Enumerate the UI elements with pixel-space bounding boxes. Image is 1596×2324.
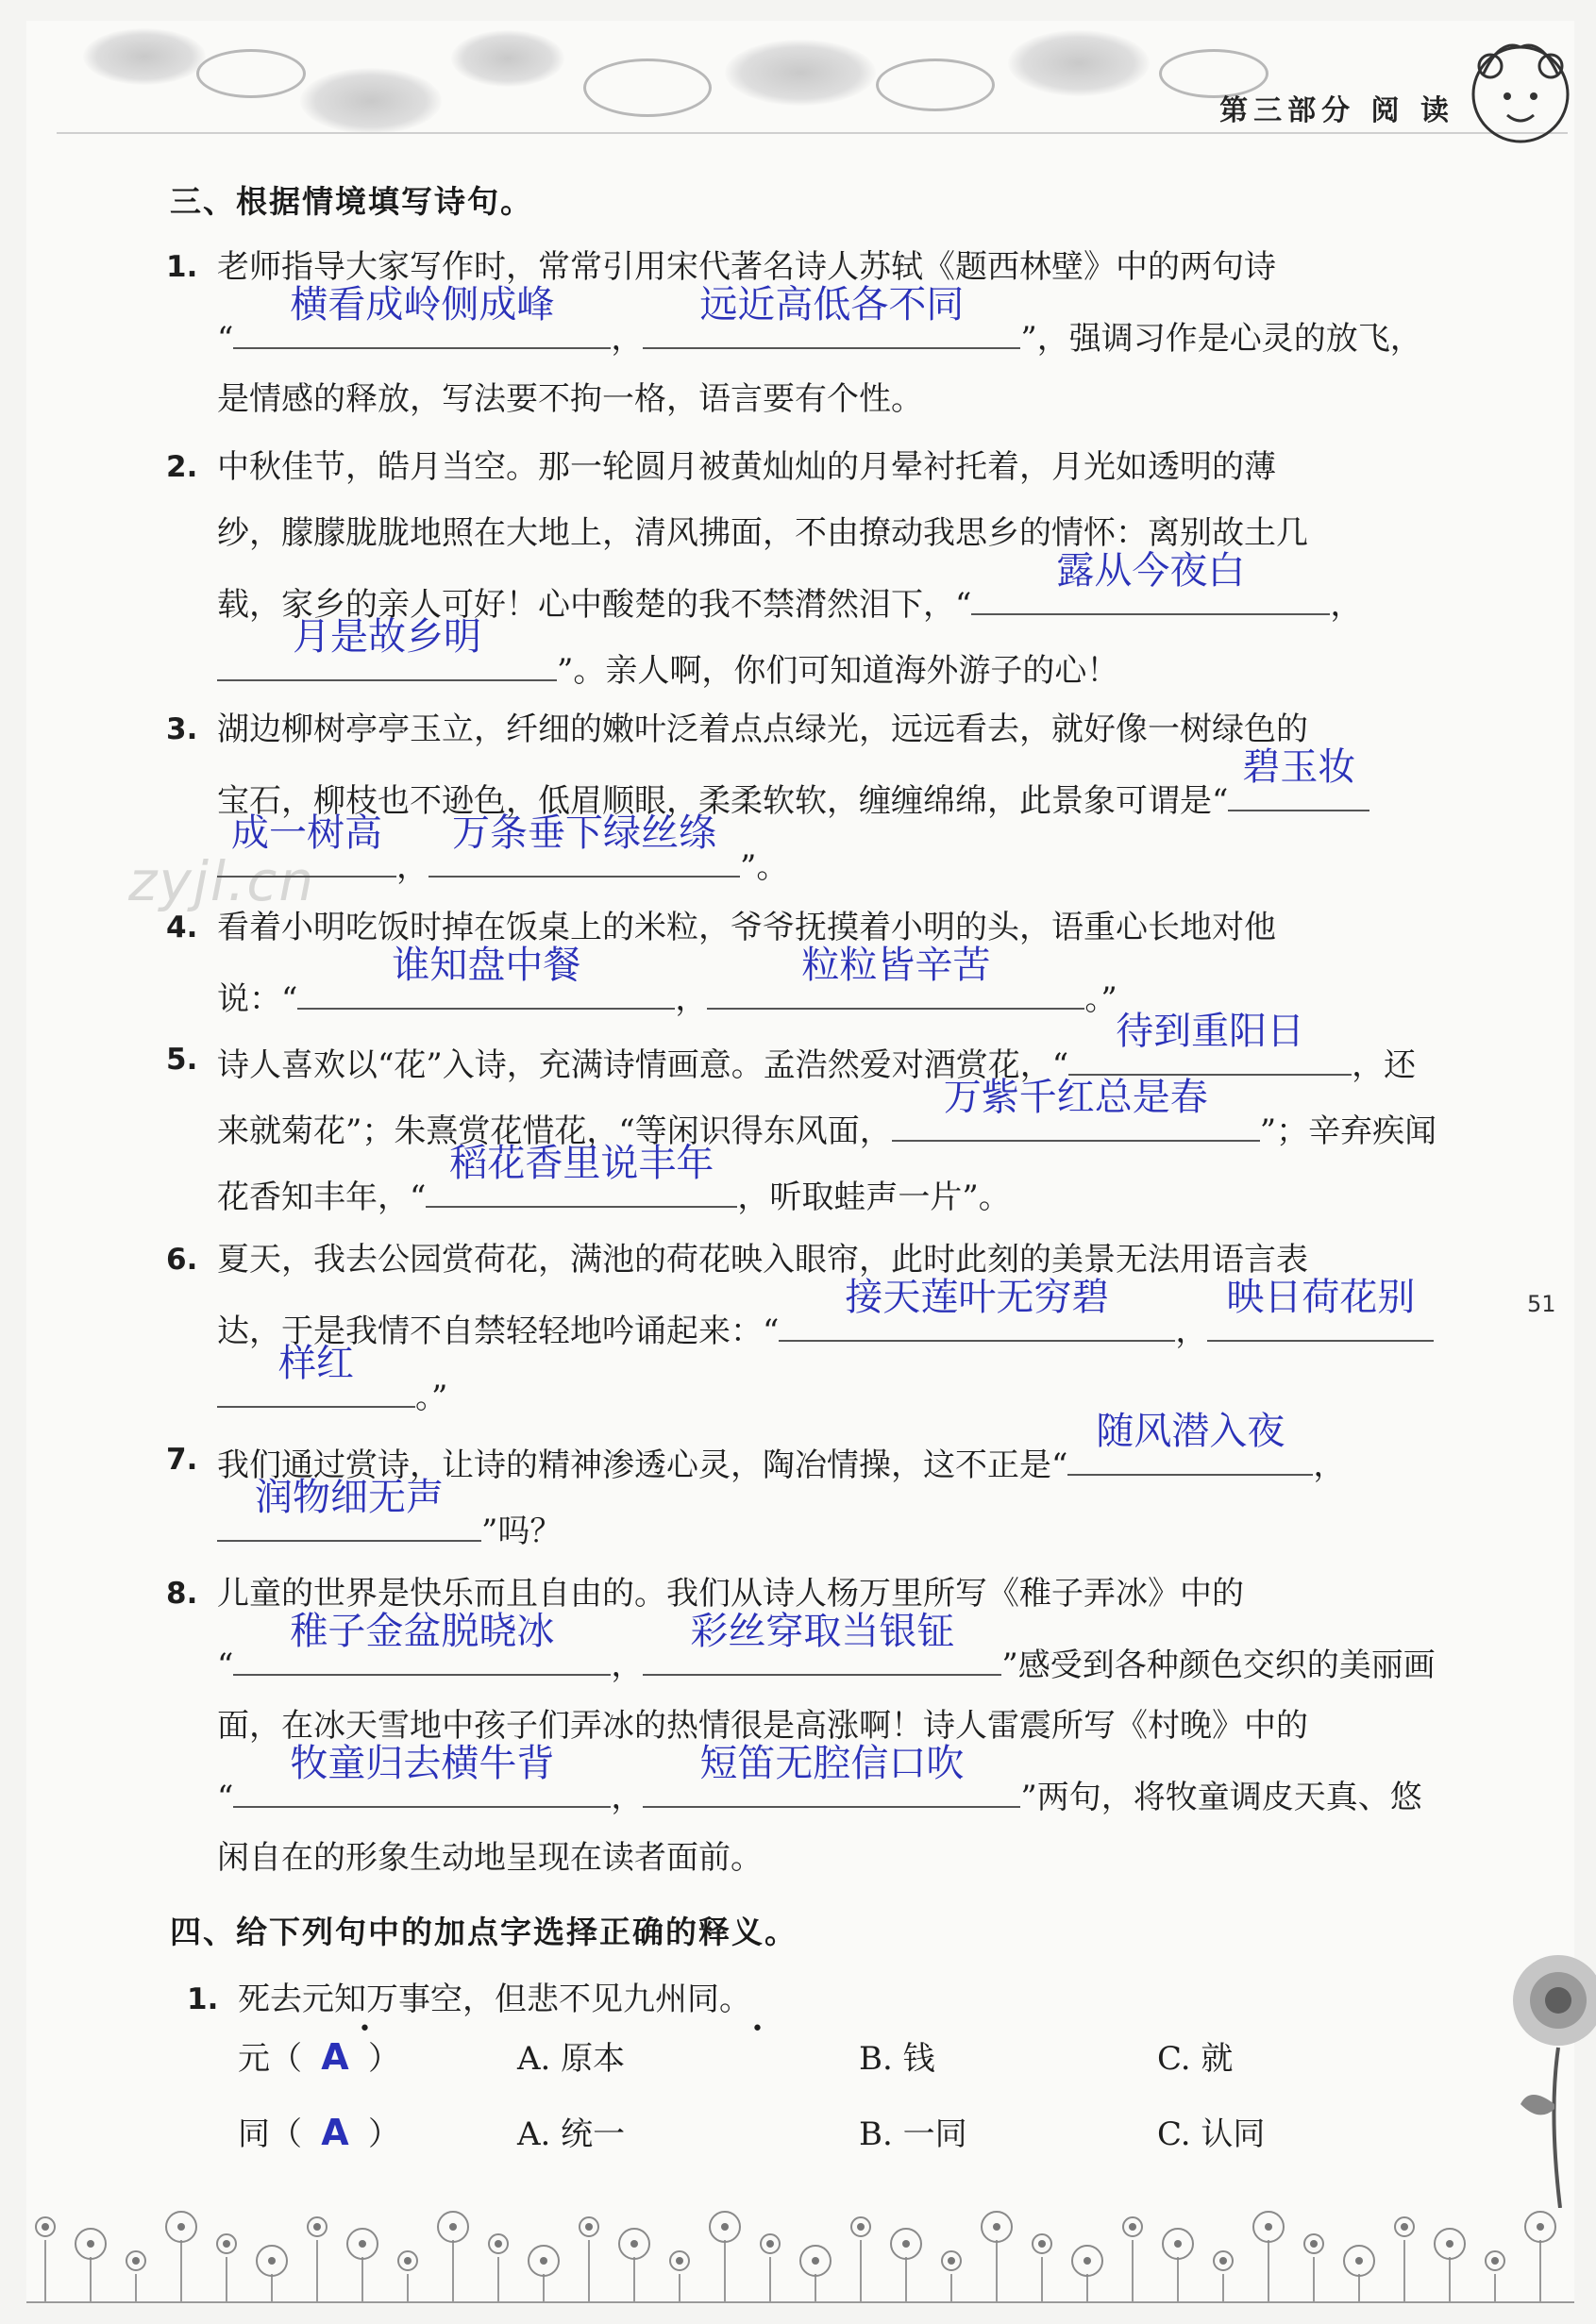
cloud-decoration (300, 68, 442, 134)
answer-blank[interactable] (217, 1342, 415, 1408)
item-line (217, 615, 1119, 704)
flower-center (948, 2257, 955, 2265)
handwritten-answer: 映日荷花别 (1226, 1276, 1416, 1319)
line-text-segment: 来就菊花”；朱熹赏花惜花，“等闲识得东风面， (217, 1112, 892, 1150)
item-line (217, 811, 789, 900)
item-number: 6. (166, 1243, 198, 1277)
flower-decoration-icon (1492, 1944, 1596, 2208)
handwritten-answer: 粒粒皆辛苦 (801, 944, 991, 987)
answer-blank[interactable] (971, 549, 1330, 615)
line-text: 闲自在的形象生动地呈现在读者面前。 (217, 1839, 763, 1877)
handwritten-answer: 润物细无声 (255, 1476, 444, 1519)
option-b: B. 钱 (859, 2040, 935, 2078)
handwritten-answer: 待到重阳日 (1116, 1010, 1305, 1053)
cloud-decoration (583, 59, 712, 117)
line-text: 夏天，我去公园赏荷花，满池的荷花映入眼帘，此时此刻的美景无法用语言表 (217, 1241, 1308, 1279)
section3-title: 三、根据情境填写诗句。 (170, 183, 533, 220)
line-text-segment: “ (217, 1647, 234, 1684)
paren-open: （ (270, 2115, 302, 2153)
flower-center (676, 2257, 683, 2265)
item-line (217, 1342, 448, 1430)
choice-row (238, 2032, 400, 2079)
item-number: 7. (166, 1443, 198, 1477)
page-number: 51 (1527, 1291, 1556, 1317)
handwritten-answer: 稻花香里说丰年 (449, 1142, 714, 1185)
line-text-segment: ， (611, 320, 644, 358)
line-text-segment: “ (217, 320, 234, 358)
answer-blank[interactable] (297, 944, 675, 1010)
handwritten-answer: 横看成岭侧成峰 (290, 283, 555, 326)
handwritten-answer: 稚子金盆脱晓冰 (290, 1610, 555, 1653)
handwritten-answer: 牧童归去横牛背 (290, 1742, 555, 1785)
answer-blank[interactable] (428, 811, 740, 878)
flower-center (902, 2240, 910, 2248)
answer-blank[interactable] (217, 811, 396, 878)
flower-center (359, 2240, 366, 2248)
mascot-face-icon (1462, 28, 1575, 151)
answer-blank[interactable] (233, 1742, 611, 1808)
line-text: 纱，朦朦胧胧地照在大地上，清风拂面，不由撩动我思乡的情怀：离别故土几 (217, 514, 1308, 552)
item-line (217, 1076, 1437, 1164)
item-line (217, 1742, 1422, 1831)
answer-blank[interactable] (779, 1276, 1175, 1342)
line-text-segment: ”感受到各种颜色交织的美丽画 (1001, 1647, 1436, 1684)
watermark: zyjl.cn (128, 849, 316, 913)
item-number: 2. (166, 450, 198, 484)
flower-center (585, 2223, 593, 2231)
handwritten-answer: 谁知盘中餐 (392, 944, 581, 987)
flower-center (313, 2223, 321, 2231)
selected-answer[interactable]: A (321, 2112, 349, 2153)
handwritten-answer: 露从今夜白 (1056, 549, 1246, 593)
line-text-segment: ”吗？ (481, 1513, 563, 1550)
footer-flower-border (26, 2170, 1574, 2312)
line-text-segment: ”，强调习作是心灵的放飞， (1020, 320, 1422, 358)
answer-blank[interactable] (1067, 1410, 1313, 1476)
header-title: 第三部分 阅 读 (1219, 94, 1454, 127)
item-line (217, 944, 1117, 1032)
line-text-segment: ”。亲人啊，你们可知道海外游子的心！ (557, 652, 1119, 690)
header-divider (57, 132, 1568, 134)
item-line (217, 1142, 1011, 1230)
flower-center (812, 2257, 819, 2265)
cloud-decoration (876, 59, 995, 111)
item-line (217, 1476, 563, 1564)
flower-center (404, 2257, 412, 2265)
paren-close: ） (368, 2115, 400, 2153)
handwritten-answer: 远近高低各不同 (699, 283, 965, 326)
line-text-segment: 载，家乡的亲人可好！心中酸楚的我不禁潸然泪下，“ (217, 586, 972, 624)
flower-center (1355, 2257, 1363, 2265)
line-text-segment: ， (611, 1647, 644, 1684)
flower-center (268, 2257, 276, 2265)
handwritten-answer: 样红 (278, 1342, 354, 1385)
line-text: 老师指导大家写作时，常常引用宋代著名诗人苏轼《题西林壁》中的两句诗 (217, 248, 1276, 286)
answer-blank[interactable] (892, 1076, 1260, 1142)
option-c: C. 就 (1157, 2040, 1234, 2078)
flower-center (1310, 2240, 1318, 2248)
handwritten-answer: 短笛无腔信口吹 (699, 1742, 965, 1785)
flower-center (1446, 2240, 1453, 2248)
item-number: 4. (166, 911, 198, 945)
handwritten-answer: 随风潜入夜 (1096, 1410, 1285, 1453)
line-text-segment: 花香知丰年，“ (217, 1179, 427, 1216)
flower-center (1129, 2223, 1136, 2231)
item-line (217, 1825, 763, 1891)
line-text-segment: ， (675, 980, 708, 1018)
item-line (217, 1610, 1436, 1698)
flower-center (1084, 2257, 1091, 2265)
line-text-segment: ”；辛弃疾闻 (1259, 1112, 1437, 1150)
answer-blank[interactable] (1228, 745, 1369, 811)
target-character: 元 (238, 2040, 270, 2078)
line-text-segment: ”。 (740, 848, 789, 886)
line-text-segment: 我们通过赏诗，让诗的精神渗透心灵，陶冶情操，这不正是“ (217, 1446, 1068, 1484)
answer-blank[interactable] (707, 944, 1084, 1010)
handwritten-answer: 万紫千红总是春 (943, 1076, 1208, 1119)
line-text: 看着小明吃饭时掉在饭桌上的米粒，爷爷抚摸着小明的头，语重心长地对他 (217, 909, 1276, 946)
cloud-decoration (83, 28, 206, 85)
answer-blank[interactable] (217, 1476, 481, 1542)
handwritten-answer: 碧玉妆 (1242, 745, 1356, 789)
item-number: 8. (166, 1577, 198, 1611)
flower-center (1491, 2257, 1499, 2265)
answer-blank[interactable] (233, 283, 611, 349)
question-sentence: 死去元知万事空，但悲不见九州同。 (238, 1981, 751, 2018)
item-line (217, 696, 1308, 762)
flower-center (449, 2223, 457, 2231)
paren-close: ） (368, 2040, 400, 2078)
option-a: A. 统一 (517, 2115, 626, 2153)
option-a: A. 原本 (517, 2040, 626, 2078)
handwritten-answer: 接天莲叶无穷碧 (845, 1276, 1110, 1319)
option-c: C. 认同 (1157, 2115, 1266, 2153)
flower-center (495, 2240, 502, 2248)
flower-center (1265, 2223, 1272, 2231)
line-text-segment: “ (217, 1779, 234, 1816)
item-number: 1. (166, 250, 198, 284)
emphasis-dot: • (751, 2017, 764, 2041)
item-line (217, 283, 1422, 372)
line-text-segment: 。” (1084, 980, 1117, 1018)
option-b: B. 一同 (859, 2115, 967, 2153)
handwritten-answer: 彩丝穿取当银钲 (690, 1610, 955, 1653)
emphasis-dot: • (359, 2017, 371, 2041)
line-text: 湖边柳树亭亭玉立，纤细的嫩叶泛着点点绿光，远远看去，就好像一树绿色的 (217, 711, 1308, 748)
flower-center (857, 2223, 865, 2231)
handwritten-answer: 万条垂下绿丝绦 (452, 811, 716, 855)
flower-center (766, 2240, 774, 2248)
line-text-segment: ， (1313, 1446, 1346, 1484)
flower-center (1038, 2240, 1046, 2248)
selected-answer[interactable]: A (321, 2036, 349, 2078)
line-text-segment: ， (611, 1779, 644, 1816)
line-text: 儿童的世界是快乐而且自由的。我们从诗人杨万里所写《稚子弄冰》中的 (217, 1575, 1244, 1613)
flower-center (1174, 2240, 1182, 2248)
flower-center (1401, 2223, 1408, 2231)
flower-center (223, 2240, 230, 2248)
answer-blank[interactable] (426, 1142, 737, 1208)
flower-center (1219, 2257, 1227, 2265)
item-number: 3. (166, 712, 198, 746)
item-line (217, 366, 923, 432)
line-text-segment: ， (396, 848, 428, 886)
flower-center (87, 2240, 94, 2248)
line-text-segment: ，还 (1352, 1046, 1417, 1084)
answer-blank[interactable] (217, 615, 557, 681)
target-character: 同 (238, 2115, 270, 2153)
flower-center (1537, 2223, 1544, 2231)
item-number: 5. (166, 1043, 198, 1077)
line-text-segment: 说：“ (217, 980, 298, 1018)
cloud-decoration (451, 30, 564, 87)
section4-title: 四、给下列句中的加点字选择正确的释义。 (170, 1914, 798, 1950)
handwritten-answer: 成一树高 (231, 811, 382, 855)
cloud-decoration (196, 49, 306, 98)
line-text-segment: ，听取蛙声一片”。 (737, 1179, 1011, 1216)
line-text-segment: 达，于是我情不自禁轻轻地吟诵起来：“ (217, 1312, 780, 1350)
answer-blank[interactable] (233, 1610, 611, 1676)
flower-center (630, 2240, 638, 2248)
flower-center (993, 2223, 1000, 2231)
flower-center (42, 2223, 49, 2231)
flower-center (721, 2223, 729, 2231)
flower-center (540, 2257, 547, 2265)
item-line (217, 434, 1276, 500)
flower-center (132, 2257, 140, 2265)
line-text-segment: 。” (415, 1379, 448, 1416)
handwritten-answer: 月是故乡明 (293, 615, 481, 659)
line-text-segment: ”两句，将牧童调皮天真、悠 (1020, 1779, 1422, 1816)
line-text: 是情感的释放，写法要不拘一格，语言要有个性。 (217, 380, 923, 418)
choice-row (238, 2108, 400, 2154)
answer-blank[interactable] (643, 1610, 1001, 1676)
answer-blank[interactable] (643, 1742, 1020, 1808)
line-text-segment: ， (1330, 586, 1363, 624)
answer-blank[interactable] (1207, 1276, 1434, 1342)
line-text-segment: ， (1175, 1312, 1208, 1350)
line-text: 面，在冰天雪地中孩子们弄冰的热情很是高涨啊！诗人雷震所写《村晚》中的 (217, 1707, 1308, 1745)
paren-open: （ (270, 2040, 302, 2078)
line-text-segment: 诗人喜欢以“花”入诗，充满诗情画意。孟浩然爱对酒赏花，“ (217, 1046, 1069, 1084)
question-number: 1. (187, 1982, 219, 2016)
line-text-segment: 宝石，柳枝也不逊色，低眉顺眼，柔柔软软，缠缠绵绵，此景象可谓是“ (217, 782, 1229, 820)
cloud-decoration (725, 40, 876, 106)
answer-blank[interactable] (643, 283, 1020, 349)
line-text: 中秋佳节，皓月当空。那一轮圆月被黄灿灿的月晕衬托着，月光如透明的薄 (217, 448, 1276, 486)
cloud-decoration (1008, 30, 1150, 96)
flower-center (177, 2223, 185, 2231)
